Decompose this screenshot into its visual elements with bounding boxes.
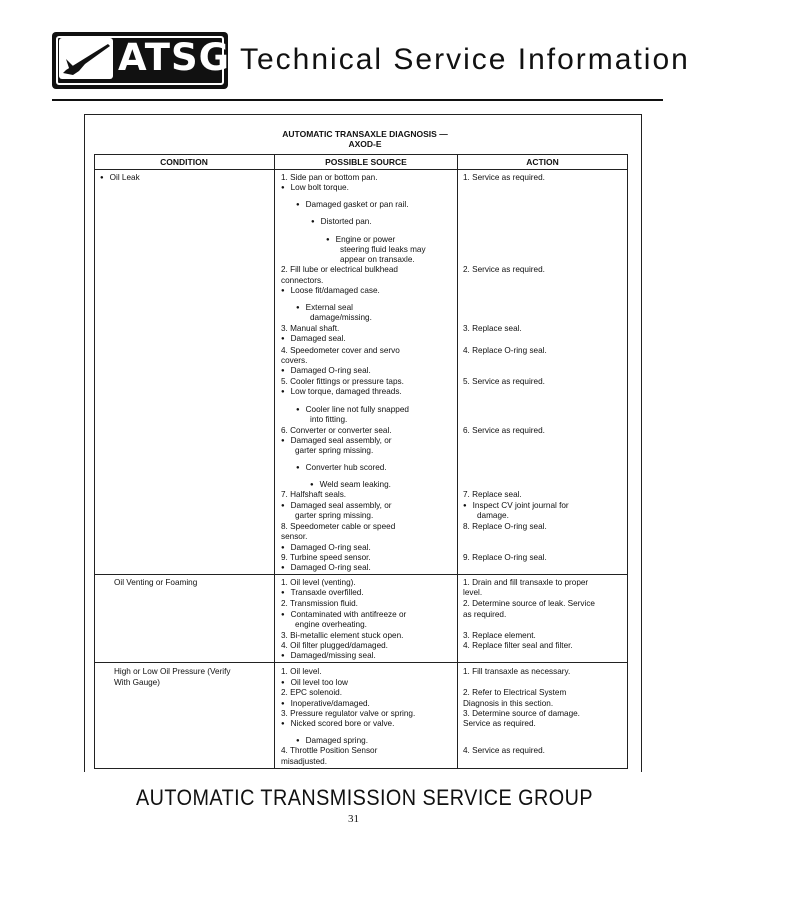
source-line: 8. Speedometer cable or speed — [281, 522, 396, 531]
source-bullet: ● Inoperative/damaged. — [281, 699, 370, 710]
condition-oil-pressure-line2: With Gauge) — [114, 678, 160, 687]
source-bullet: ● Converter hub scored. — [296, 463, 387, 474]
action-bullet: ● Inspect CV joint journal for — [463, 501, 569, 512]
action-line: as required. — [463, 610, 507, 619]
source-line: 3. Manual shaft. — [281, 324, 340, 333]
action-line: Diagnosis in this section. — [463, 699, 554, 708]
action-line: 9. Replace O-ring seal. — [463, 553, 547, 562]
source-bullet: ● Cooler line not fully snapped — [296, 405, 409, 416]
action-line: 1. Service as required. — [463, 173, 545, 182]
action-line: 8. Replace O-ring seal. — [463, 522, 547, 531]
diagnosis-title — [230, 129, 500, 149]
source-line: appear on transaxle. — [340, 255, 415, 264]
action-line: level. — [463, 588, 483, 597]
source-line: 1. Oil level. — [281, 667, 322, 676]
source-line: 1. Side pan or bottom pan. — [281, 173, 378, 182]
condition-oil-venting: Oil Venting or Foaming — [114, 578, 198, 587]
source-line: misadjusted. — [281, 757, 327, 766]
action-line: 2. Determine source of leak. Service — [463, 599, 595, 608]
diagnosis-title-line1: AUTOMATIC TRANSAXLE DIAGNOSIS — — [282, 129, 448, 139]
source-bullet: ● Weld seam leaking. — [310, 480, 391, 491]
source-bullet: ● Low bolt torque. — [281, 183, 349, 194]
source-line: connectors. — [281, 276, 324, 285]
source-line: garter spring missing. — [295, 511, 374, 520]
source-line: 4. Throttle Position Sensor — [281, 746, 378, 755]
source-bullet: ● Oil level too low — [281, 678, 348, 689]
source-bullet: ● Engine or power — [326, 235, 395, 246]
header-row-divider — [94, 169, 628, 170]
action-line: 3. Determine source of damage. — [463, 709, 580, 718]
column-header-condition: CONDITION — [160, 157, 208, 167]
source-line: sensor. — [281, 532, 308, 541]
action-line: 4. Replace O-ring seal. — [463, 346, 547, 355]
frame-left — [84, 114, 85, 772]
action-line: 1. Drain and fill transaxle to proper — [463, 578, 589, 587]
source-bullet: ● Loose fit/damaged case. — [281, 286, 380, 297]
source-line: into fitting. — [310, 415, 348, 424]
source-line: 4. Oil filter plugged/damaged. — [281, 641, 388, 650]
source-line: 1. Oil level (venting). — [281, 578, 356, 587]
source-line: 3. Pressure regulator valve or spring. — [281, 709, 416, 718]
action-line: 3. Replace element. — [463, 631, 536, 640]
source-line: 9. Turbine speed sensor. — [281, 553, 371, 562]
source-line: 2. EPC solenoid. — [281, 688, 342, 697]
action-line: damage. — [477, 511, 509, 520]
action-line: 4. Replace filter seal and filter. — [463, 641, 573, 650]
source-line: 4. Speedometer cover and servo — [281, 346, 400, 355]
column-divider-2 — [457, 154, 458, 769]
action-line: 2. Service as required. — [463, 265, 545, 274]
source-line: 5. Cooler fittings or pressure taps. — [281, 377, 404, 386]
action-line: 7. Replace seal. — [463, 490, 522, 499]
action-line: 6. Service as required. — [463, 426, 545, 435]
frame-right — [641, 114, 642, 772]
condition-oil-pressure-line1: High or Low Oil Pressure (Verify — [114, 667, 231, 676]
footer-title: AUTOMATIC TRANSMISSION SERVICE GROUP — [136, 785, 594, 810]
source-line: 2. Fill lube or electrical bulkhead — [281, 265, 398, 274]
table-border-right — [627, 154, 628, 769]
column-header-source: POSSIBLE SOURCE — [325, 157, 407, 167]
atsg-logo — [52, 32, 231, 89]
source-line: covers. — [281, 356, 308, 365]
source-bullet: ● Contaminated with antifreeze or — [281, 610, 406, 621]
source-bullet: ● Low torque, damaged threads. — [281, 387, 402, 398]
column-header-action: ACTION — [526, 157, 559, 167]
frame-top — [84, 114, 642, 115]
source-bullet: ● Damaged seal assembly, or — [281, 436, 392, 447]
source-bullet: ● Damaged gasket or pan rail. — [296, 200, 408, 211]
column-divider-1 — [274, 154, 275, 769]
source-line: engine overheating. — [295, 620, 367, 629]
plane-emblem-icon — [58, 37, 114, 80]
action-line: 5. Service as required. — [463, 377, 545, 386]
source-bullet: ● Distorted pan. — [311, 217, 372, 228]
diagnosis-table — [94, 154, 628, 769]
source-bullet: ● Damaged seal assembly, or — [281, 501, 392, 512]
source-bullet: ● Damaged seal. — [281, 334, 346, 345]
action-line: 2. Refer to Electrical System — [463, 688, 567, 697]
condition-oil-leak: ● Oil Leak — [100, 173, 140, 184]
logo-text: ATSG — [118, 36, 231, 79]
source-bullet: ● Damaged O-ring seal. — [281, 543, 371, 554]
source-bullet: ● Transaxle overfilled. — [281, 588, 364, 599]
action-line: Service as required. — [463, 719, 536, 728]
source-line: 3. Bi-metallic element stuck open. — [281, 631, 404, 640]
source-bullet: ● External seal — [296, 303, 353, 314]
table-border-left — [94, 154, 95, 769]
source-line: steering fluid leaks may — [340, 245, 426, 254]
source-line: damage/missing. — [310, 313, 372, 322]
page-number: 31 — [348, 813, 359, 825]
header-divider — [52, 99, 663, 101]
page-title: Technical Service Information — [240, 43, 690, 76]
action-line: 4. Service as required. — [463, 746, 545, 755]
diagnosis-title-line2: AXOD-E — [348, 139, 382, 149]
table-border-bottom — [94, 768, 628, 769]
action-line: 1. Fill transaxle as necessary. — [463, 667, 571, 676]
source-bullet: ● Damaged O-ring seal. — [281, 563, 371, 574]
source-line: garter spring missing. — [295, 446, 374, 455]
source-line: 2. Transmission fluid. — [281, 599, 358, 608]
source-bullet: ● Damaged O-ring seal. — [281, 366, 371, 377]
action-line: 3. Replace seal. — [463, 324, 522, 333]
source-bullet: ● Damaged spring. — [296, 736, 368, 747]
source-bullet: ● Damaged/missing seal. — [281, 651, 376, 662]
source-line: 7. Halfshaft seals. — [281, 490, 347, 499]
source-bullet: ● Nicked scored bore or valve. — [281, 719, 394, 730]
source-line: 6. Converter or converter seal. — [281, 426, 392, 435]
